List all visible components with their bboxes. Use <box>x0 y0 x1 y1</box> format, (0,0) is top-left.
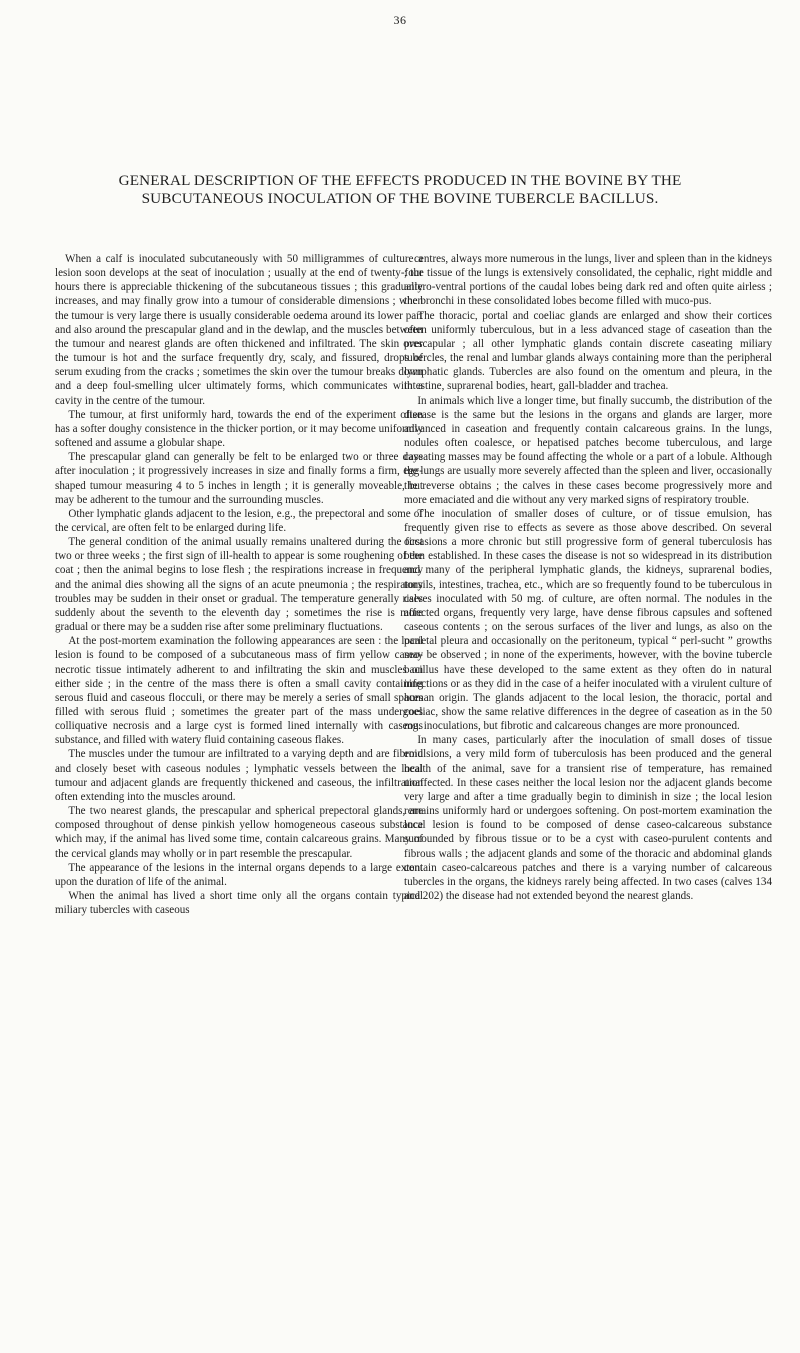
title-line-2: SUBCUTANEOUS INOCULATION OF THE BOVINE TUBERCLE BACILLUS. <box>141 190 659 207</box>
paragraph: The prescapular gland can generally be felt to be enlarged two or three days after inoculation ; it progressively increases in size and finally forms a firm, egg-shaped tumour measuring 4 to 5 inches in length ; it is generally moveable, but may be adherent to the tumour and the surrounding muscles. <box>55 451 423 506</box>
right-column <box>404 252 772 903</box>
paragraph: In animals which live a longer time, but finally succumb, the distribution of the disease is the same but the lesions in the organs and glands are larger, more advanced in caseation and frequently contain calcareous grains. In the lungs, nodules often coalesce, or hepatised patches become tuberculous, and large caseating masses may be found affecting the whole or a part of a lobule. Although the lungs are usually more severely affected than the spleen and liver, occasionally the reverse obtains ; the calves in these cases become progressively more and more emaciated and die without any very marked signs of respiratory trouble. <box>404 394 772 506</box>
paragraph: The appearance of the lesions in the internal organs depends to a large extent upon the duration of life of the animal. <box>55 861 423 888</box>
paragraph: When a calf is inoculated subcutaneously with 50 milligrammes of culture a lesion soon develops at the seat of inoculation ; usually at the end of twenty-four hours there is appreciable thickening of the subcutaneous tissues ; this gradually increases, and may finally grow into a tumour of considerable dimensions ; when the tumour is very large there is usually considerable oedema around its lower part and also around the prescapular gland and in the dewlap, and the muscles between the tumour and nearest glands are often thickened and infiltrated. The skin over the tumour is hot and the surface frequently dry, scaly, and fissured, drops of serum exuding from the cracks ; sometimes the skin over the tumour breaks down and a deep foul-smelling ulcer ultimately forms, which communicates with a cavity in the centre of the tumour. <box>55 253 423 407</box>
paragraph: Other lymphatic glands adjacent to the lesion, e.g., the prepectoral and some of the cervical, are often felt to be enlarged during life. <box>55 507 423 534</box>
paragraph: When the animal has lived a short time only all the organs contain typical miliary tubercles with caseous <box>55 890 423 917</box>
paragraph: The general condition of the animal usually remains unaltered during the first two or three weeks ; the first sign of ill-health to appear is some roughening of the coat ; then the animal begins to lose flesh ; the respirations increase in frequency and the animal dies showing all the signs of an acute pneumonia ; the respiratory troubles may be sudden in their onset or gradual. The temperature generally rises suddenly about the seventh to the eleventh day ; sometimes the rise is more gradual or there may be a sudden rise after some preliminary fluctuations. <box>55 536 423 634</box>
paragraph: The muscles under the tumour are infiltrated to a varying depth and are fibroid and closely beset with caseous nodules ; lymphatic vessels between the local tumour and adjacent glands are frequently thickened and caseous, the infiltration often extending into the muscles around. <box>55 748 423 803</box>
paragraph: The inoculation of smaller doses of culture, or of tissue emulsion, has frequently given rise to effects as severe as those above described. On several occasions a more chronic but still progressive form of general tuberculosis has been established. In these cases the disease is not so widespread in its distribution and many of the peripheral lymphatic glands, the kidneys, suprarenal bodies, tonsils, intestines, trachea, etc., which are so frequently found to be tuberculous in calves inoculated with 50 mg. of culture, are often normal. The nodules in the affected organs, frequently very large, have dense fibrous capsules and softened caseous contents ; on the serous surfaces of the liver and lungs, as also on the parietal pleura and occasionally on the peritoneum, typical “ perl-sucht ” growths may be observed ; in none of the experiments, however, with the bovine tubercle bacillus have these developed to the same extent as they often do in natural infections or as they did in the case of a heifer inoculated with a virulent culture of human origin. The glands adjacent to the local lesion, the thoracic, portal and coeliac, show the same relative differences in the degree of caseation as in the 50 mg. inoculations, but fibrotic and calcareous changes are more pronounced. <box>404 507 772 733</box>
paragraph: In many cases, particularly after the inoculation of small doses of tissue emulsions, a very mild form of tuberculosis has been produced and the general health of the animal, save for a transient rise of temperature, has remained unaffected. In these cases neither the local lesion nor the adjacent glands become very large and after a time gradually begin to diminish in size ; the local lesion remains uniformly hard or undergoes softening. On post-mortem examination the local lesion is found to be composed of dense caseo-calcareous substance surrounded by fibrous tissue or to be a cyst with caseo-purulent contents and fibrous walls ; the adjacent glands and some of the thoracic and abdominal glands contain caseo-calcareous patches and there is a varying number of calcareous tubercles in the organs, the kidneys rarely being affected. In two cases (calves 134 and 202) the disease had not extended beyond the nearest glands. <box>404 734 772 903</box>
paragraph: At the post-mortem examination the following appearances are seen : the local lesion is found to be composed of a subcutaneous mass of firm yellow caseo-necrotic tissue intimately adherent to and infiltrating the skin and muscles on either side ; in the centre of the mass there is often a small cavity containing serous fluid and caseous flocculi, or there may be merely a series of small spaces filled with serous fluid ; sometimes the greater part of the mass undergoes colliquative necrosis and a large cyst is formed lined internally with caseous substance, and filled with watery fluid containing caseous flakes. <box>55 635 423 747</box>
title-line-1: GENERAL DESCRIPTION OF THE EFFECTS PRODUCED IN THE BOVINE BY THE <box>118 172 682 189</box>
paragraph: centres, always more numerous in the lungs, liver and spleen than in the kidneys ; the tissue of the lungs is extensively consolidated, the cephalic, right middle and antero-ventral portions of the caudal lobes being dark red and often quite airless ; the bronchi in these consolidated lobes become filled with muco-pus. <box>404 253 772 308</box>
left-column <box>55 252 423 917</box>
paragraph: The two nearest glands, the prescapular and spherical prepectoral glands, are composed throughout of dense pinkish yellow homogeneous caseous substance which may, if the animal has lived some time, contain calcareous grains. Many of the cervical glands may wholly or in part resemble the prescapular. <box>55 805 423 860</box>
page-title <box>40 172 760 208</box>
paragraph: The thoracic, portal and coeliac glands are enlarged and show their cortices often uniformly tuberculous, but in a less advanced stage of caseation than the prescapular ; all other lymphatic glands contain discrete caseating miliary tubercles, the renal and lumbar glands always containing more than the peripheral lymphatic glands. Tubercles are also found on the omentum and pleura, in the intestine, suprarenal bodies, heart, gall-bladder and trachea. <box>404 309 772 393</box>
paragraph: The tumour, at first uniformly hard, towards the end of the experiment often has a softer doughy consistence in the thicker portion, or it may become uniformly softened and assume a globular shape. <box>55 408 423 450</box>
page-number: 36 <box>393 13 407 27</box>
